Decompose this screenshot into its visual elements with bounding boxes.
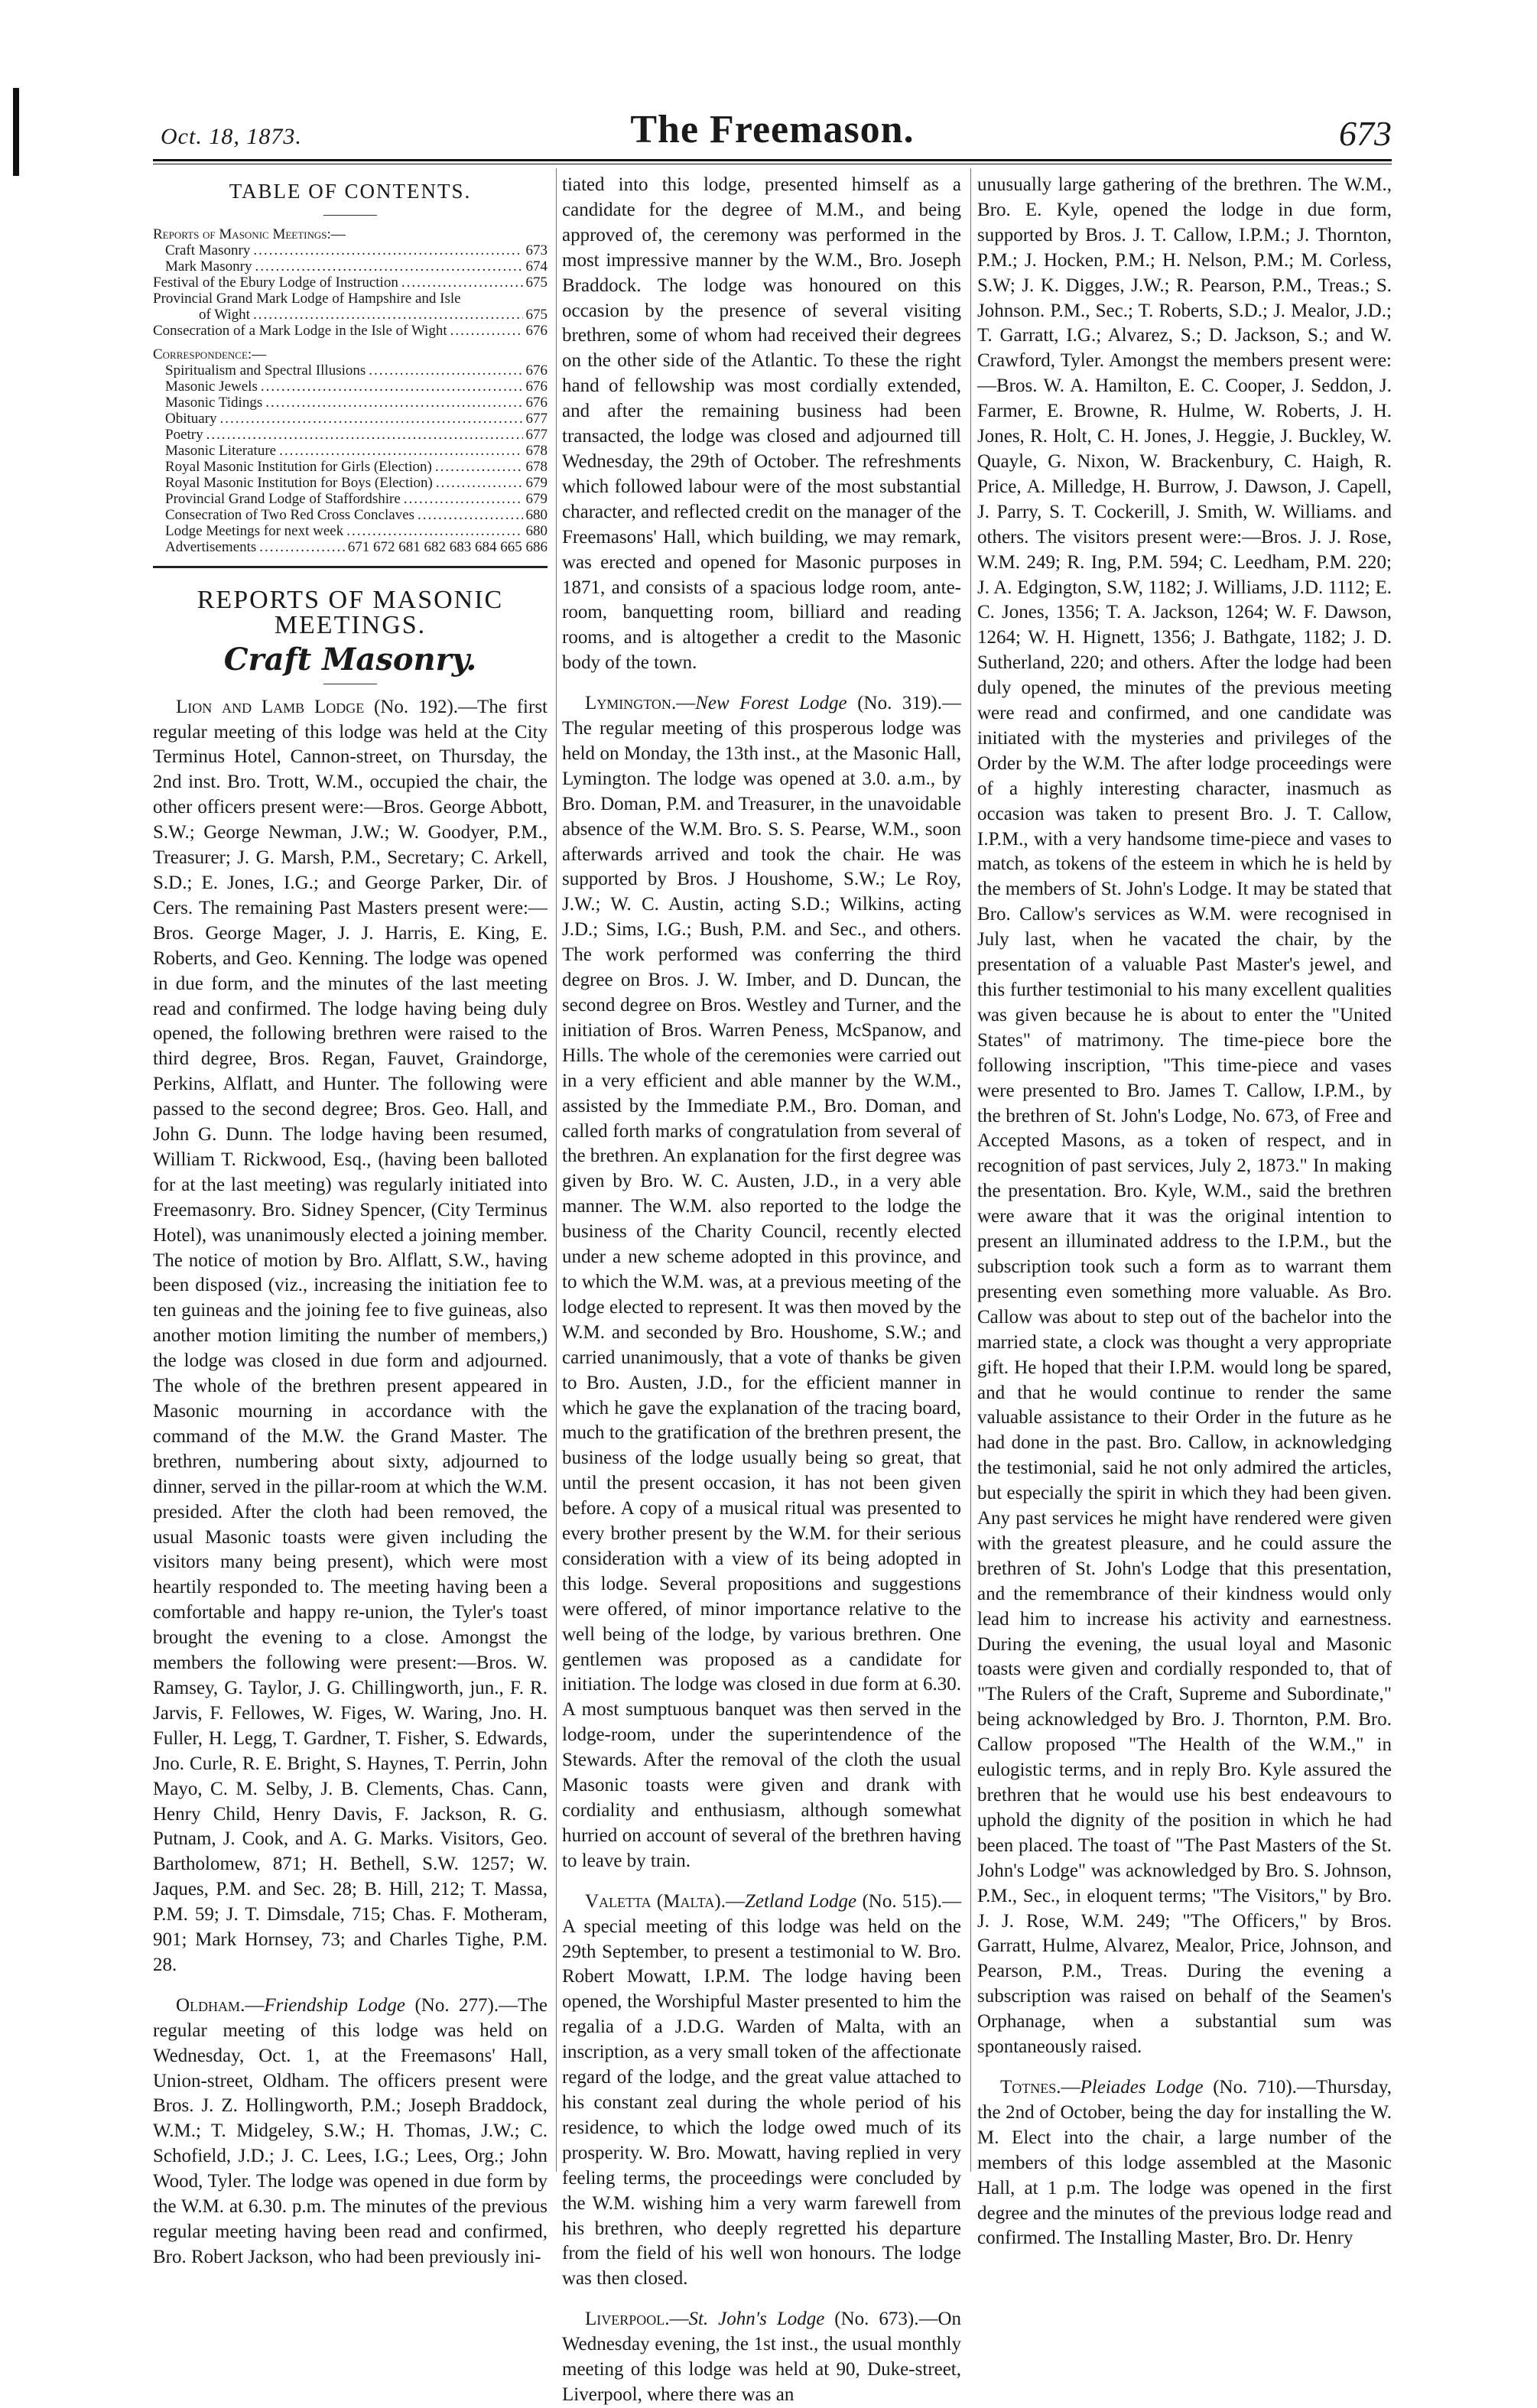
lodge-location: Oldham [176, 1994, 241, 2016]
toc-entry-label: Advertisements [165, 538, 257, 555]
header-rule [153, 159, 1392, 161]
toc-leader [436, 475, 523, 491]
article-paragraph: Valetta (Malta).—Zetland Lodge (No. 515).—A special meeting of this lodge was held on the 29th September, to present a testimonial to W. Bro. Robert Mowatt, I.P.M. The lodge having been opened, the Worshipful Master presented to him the regalia of a J.D.G. Warden of Malta, with an inscription, as a very small token of the affectionate regard of the lodge, and the great value attached to his constant zeal during the whole period of his residence, to which the lodge owed much of its prosperity. W. Bro. Mowatt, having replied in very feeling terms, the proceedings were concluded by the W.M. wishing him a very warm farewell from his brethren, who deeply regretted his departure from the field of his well won honours. The lodge was then closed. [562, 1890, 961, 2289]
article-text: (No. 319).—The regular meeting of this prosperous lodge was held on Monday, the 13th inst., at the Masonic Hall, Lymington. The lodge was opened at 3.0. a.m., by Bro. Doman, P.M. and Treasurer, in the unavoidable absence of the W.M. Bro. S. S. Pearse, W.M., soon afterwards arrived and took the chair. He was supported by Bros. J Houshome, S.W.; Le Roy, J.W.; W. C. Austin, acting S.D.; Wilkins, acting J.D.; Sims, I.G.; Bush, P.M. and Sec., and others. The work performed was conferring the third degree on Bros. J. W. Imber, and D. Duncan, the second degree on Bros. Westley and Turner, and the initiation of Bros. Warren Peness, McSpanow, and Hills. The whole of the ceremonies were carried out in a very efficient and able manner by the W.M., assisted by the Immediate P.M., Bro. Doman, and called forth marks of congratulation from several of the brethren. An explanation for the first degree was given by Bro. W. C. Austen, J.D., in a very able manner. The W.M. also reported to the lodge the business of the Charity Council, recently elected under a new scheme adopted in this province, and to which the W.M. was, at a previous meeting of the lodge elected to represent. It was then moved by the W.M. and seconded by Bro. Houshome, S.W.; and carried unanimously, that a vote of thanks be given to Bro. Austen, J.D., for the efficient manner in which he gave the explanation of the tracing board, much to the gratification of the brethren present, the business of the lodge usually being so great, that until the present occasion, it has not been given before. A copy of a musical ritual was presented to every brother present by the W.M. for their serious consideration with a view of its being adopted in this lodge. Several propositions and suggestions were offered, of minor importance relative to the well being of the lodge, by various brethren. One gentlemen was proposed as a candidate for initiation. The lodge was closed in due form at 6.30. A most sumptuous banquet was then served in the lodge-room, under the superintendence of the Stewards. After the removal of the cloth the usual Masonic toasts were given and drank with cordiality and enthusiasm, although somewhat hurried on account of several of the brethren having to leave by train. [562, 693, 961, 1871]
column-3 [977, 173, 1392, 2251]
toc-entry [153, 275, 548, 291]
margin-bar [13, 88, 19, 176]
toc-entry-label: Obituary [165, 410, 217, 427]
article-text: (No. 673).—On Wednesday evening, the 1st inst., the usual monthly meeting of this lodge was held at 90, Duke-street, Liverpool, where there was an [562, 2309, 962, 2405]
article-text: (No. 192).—The first regular meeting of this lodge was held at the City Terminus Hotel, Cannon-street, on Thursday, the 2nd inst. Bro. Trott, W.M., occupied the chair, the other officers present were:—Bros. George Abbott, S.W.; George Newman, J.W.; W. Goodyer, P.M., Treasurer; J. G. Marsh, P.M., Secretary; C. Arkell, S.D.; E. Jones, I.G.; and George Parker, Dir. of Cers. The remaining Past Masters present were:— Bros. George Mager, J. J. Harris, E. King, E. Roberts, and Geo. Kenning. The lodge was opened in due form, and the minutes of the last meeting read and confirmed. The lodge having being duly opened, the following brethren were raised to the third degree, Bros. Regan, Fauvet, Graindorge, Perkins, Alflatt, and Hunter. The following were passed to the second degree; Bros. Geo. Hall, and John G. Dunn. The lodge having been resumed, William T. Rickwood, Esq., (having been balloted for at the last meeting) was regularly initiated into Freemasonry. Bro. Sidney Spencer, (City Terminus Hotel), was unanimously elected a joining member. The notice of motion by Bro. Alflatt, S.W., having been disposed (viz., increasing the initiation fee to ten guineas and the joining fee to five guineas, also another motion limiting the number of members,) the lodge was closed in due form and adjourned. The whole of the brethren present appeared in Masonic mourning in accordance with the command of the M.W. the Grand Master. The brethren, numbering about sixty, adjourned to dinner, served in the pillar-room at which the W.M. presided. After the cloth had been removed, the usual Masonic toasts were given including the visitors many being present), which were most heartily responded to. The meeting having been a comfortable and happy re-union, the Tyler's toast brought the evening to a close. Amongst the members the following were present:—Bros. W. Ramsey, G. Taylor, J. G. Chillingworth, jun., F. R. Jarvis, F. Fellowes, W. Figes, W. Waring, Jno. H. Fuller, H. Legg, T. Gardner, T. Fisher, S. Edwards, Jno. Curle, R. E. Bright, S. Haynes, T. Perrin, John Mayo, C. M. Selby, J. B. Clements, Chas. Cann, Henry Child, Henry Davis, F. Jackson, R. G. Putnam, J. Cook, and A. G. Marks. Visitors, Geo. Bartholomew, 871; H. Bethell, S.W. 1257; W. Jaques, P.M. and Sec. 28; B. Hill, 212; T. Massa, P.M. 59; J. T. Dimsdale, 715; Chas. F. Motheram, 901; Mark Hornsey, 73; and Charles Tighe, P.M. 28. [153, 696, 548, 1975]
article-paragraph [153, 695, 548, 1978]
article-paragraph [562, 173, 961, 676]
lodge-name: New Forest Lodge [695, 693, 847, 714]
toc-heading: Reports of Masonic Meetings:— [153, 226, 346, 242]
toc-entry-page: 677 [525, 426, 548, 443]
toc-entry-label: Provincial Grand Lodge of Staffordshire [165, 490, 401, 507]
lodge-name: Friendship Lodge [264, 1994, 405, 2016]
toc-leader [346, 523, 522, 539]
lodge-location: Totnes [1000, 2076, 1057, 2098]
column-2 [562, 173, 961, 2408]
toc-entry-page: 675 [525, 274, 548, 291]
toc-leader [255, 258, 522, 275]
divider [323, 215, 377, 216]
toc-leader [220, 411, 523, 427]
toc-leader [404, 491, 523, 507]
article-text: unusually large gathering of the brethren. The W.M., Bro. E. Kyle, opened the lodge in due form, supported by Bros. J. T. Callow, I.P.M.; J. Thornton, P.M.; J. Hocken, P.M.; H. Nelson, P.M.; M. Corless, S.W; J. K. Digges, J.W.; R. Pearson, P.M., Treas.; S. Johnson. P.M., Sec.; T. Roberts, S.D.; J. Mealor, J.D.; T. Garratt, I.G.; Alvarez, S.; D. Jackson, S.; and W. Crawford, Tyler. Amongst the members present were:—Bros. W. A. Hamilton, E. C. Cooper, J. Seddon, J. Farmer, E. Browne, R. Hulme, W. Roberts, J. H. Jones, R. Holt, C. H. Jones, J. Heggie, J. Buckley, W. Quayle, G. Nixon, W. Brackenbury, C. Haigh, R. Price, A. Milledge, H. Burrow, J. Dawson, J. Capell, J. Parry, S. T. Cockerill, J. Smith, W. Williams. and others. The visitors present were:—Bros. J. J. Rose, W.M. 249; R. Ing, P.M. 594; C. Leedham, P.M. 220; J. A. Edgington, S.W, 1182; J. Williams, J.D. 1112; E. C. Jones, 1356; T. A. Jackson, 1264; W. F. Dawson, 1264; W. H. Hignett, 1356; J. Bathgate, 1182; J. D. Sutherland, 220; and others. After the lodge had been duly opened, the minutes of the previous meeting were read and confirmed, and one candidate was initiated with the mysteries and privileges of the Order by the W.M. The after lodge proceedings were of a highly interesting character, inasmuch as occasion was taken to present Bro. J. T. Callow, I.P.M., with a very handsome time-piece and vases to match, as tokens of the esteem in which he is held by the members of St. John's Lodge. It may be stated that Bro. Callow's services as W.M. were recognised in July last, when he vacated the chair, by the presentation of a valuable Past Master's jewel, and this further testimonial to his many excellent qualities was given because he is about to enter the "United States" of matrimony. The time-piece bore the following inscription, "This time-piece and vases were presented to Bro. James T. Callow, I.P.M., by the brethren of St. John's Lodge, No. 673, of Free and Accepted Masons, as a token of respect, and in recognition of past services, July 2, 1873." In making the presentation. Bro. Kyle, W.M., said the brethren were aware that it was the original intention to present an illuminated address to the I.P.M., but the subscription took such a form as to warrant them presenting even something more valuable. As Bro. Callow was about to step out of the bachelor into the married state, a clock was thought a very appropriate gift. He hoped that their I.P.M. would long be spared, and that he would continue to render the same valuable assistance to their Order in the future as he had done in the past. Bro. Callow, in acknowledging the testimonial, said he not only admired the articles, but especially the spirit in which they had been given. Any past services he might have rendered were given with the greatest pleasure, and he could assure the brethren of St. John's Lodge that this presentation, and the remembrance of their kindness would only lead him to increase his activity and earnestness. During the evening, the usual loyal and Masonic toasts were given and cordially responded to, that of "The Rulers of the Craft, Supreme and Subordinate," being acknowledged by Bro. J. Thornton, P.M. Bro. Callow proposed "The Health of the W.M.," in eulogistic terms, and in reply Bro. Kyle assured the brethren that he would use his best endeavours to uphold the dignity of the position in which he had been placed. The toast of "The Past Masters of the St. John's Lodge" was acknowledged by Bro. S. Johnson, P.M., Sec., in eloquent terms; "The Visitors," by Bro. J. J. Rose, W.M. 249; "The Officers," by Bros. Garratt, Hulme, Alvarez, Mealor, Price, Johnson, and Pearson, P.M., Treas. During the evening a subscription was raised on behalf of the Seamen's Orphanage, when a substantial sum was spontaneously raised. [977, 174, 1392, 2058]
toc-title: TABLE OF CONTENTS. [229, 180, 472, 203]
toc-entry-page: 679 [525, 474, 548, 491]
toc-entry-label: Masonic Jewels [165, 378, 258, 395]
page-header [153, 107, 1392, 161]
toc-entry [153, 411, 548, 427]
article-text: (No. 710).—Thursday, the 2nd of October, being the day for installing the W. M. Elect into the chair, a large number of the members of this lodge assembled at the Masonic Hall, at 1 p.m. The lodge was opened in the first degree and the minutes of the previous lodge read and confirmed. The Installing Master, Bro. Dr. Henry [977, 2076, 1392, 2249]
toc-entry-label: Craft Masonry [165, 242, 251, 258]
toc-entry-label: Provincial Grand Mark Lodge of Hampshire and Isle [153, 290, 461, 307]
lodge-location: Lymington [585, 693, 671, 714]
masthead-title: The Freemason. [630, 108, 915, 151]
article-text: (No. 515).—A special meeting of this lodge was held on the 29th September, to present a testimonial to W. Bro. Robert Mowatt, I.P.M. The lodge having been opened, the Worshipful Master presented to him the regalia of a J.D.G. Warden of Malta, with an inscription, as a very small token of the affectionate regard of the lodge, and the great value attached to his constant zeal during the whole period of his residence, to which the lodge owed much of its prosperity. W. Bro. Mowatt, having replied in very feeling terms, the proceedings were concluded by the W.M. wishing him a very warm farewell from his brethren, who deeply regretted his departure from the field of his well won honours. The lodge was then closed. [562, 1890, 961, 2289]
toc-entry [153, 491, 548, 507]
toc-leader [253, 307, 523, 323]
lodge-name: Zetland Lodge [744, 1890, 857, 1912]
toc-leader [279, 443, 522, 459]
toc-entry-page: 680 [525, 506, 548, 523]
toc-entry-page: 676 [525, 322, 548, 339]
article-paragraph: Liverpool.—St. John's Lodge (No. 673).—On Wednesday evening, the 1st inst., the usual monthly meeting of this lodge was held at 90, Duke-street, Liverpool, where there was an [562, 2309, 962, 2405]
lodge-location: Valetta (Malta) [585, 1890, 721, 1912]
toc-entry-label: Lodge Meetings for next week [165, 522, 344, 539]
toc-entry [153, 307, 548, 323]
toc-entry-label: of Wight [199, 306, 250, 323]
toc-entry [153, 459, 548, 475]
toc-heading: Correspondence:— [153, 346, 267, 362]
craft-title: Craft Masonry. [223, 641, 477, 678]
toc-entry-page: 680 [525, 522, 548, 539]
toc-leader [369, 362, 522, 379]
toc-entry-label: Masonic Literature [165, 442, 277, 459]
issue-date: Oct. 18, 1873. [161, 124, 302, 149]
toc-leader [261, 379, 523, 395]
toc-entry-label: Poetry [165, 426, 203, 443]
toc-entry-page: 676 [525, 362, 548, 379]
lodge-location: Lion and Lamb Lodge [176, 696, 365, 717]
table-of-contents [153, 226, 548, 568]
article-paragraph [977, 173, 1392, 2060]
toc-leader [435, 459, 523, 475]
toc-leader [450, 323, 523, 339]
article-text: tiated into this lodge, presented himself as a candidate for the degree of M.M., and being approved of, the ceremony was performed in the most impressive manner by the W.M., Bro. Joseph Braddock. The lodge was honoured on this occasion by the presence of several visiting brethren, some of whom had received their degrees on the other side of the Atlantic. To these the right hand of fellowship was most cordially extended, and after the remaining business had been transacted, the lodge was closed and adjourned till Wednesday, the 29th of October. The refreshments which followed labour were of the most substantial character, and reflected credit on the manager of the Freemasons' Hall, which building, we may remark, was erected and opened for Masonic purposes in 1871, and consists of a spacious lodge room, ante-room, banquetting room, billiard and reading rooms, and is altogether a credit to the Masonic body of the town. [562, 174, 961, 674]
toc-entry [153, 523, 548, 539]
toc-leader [265, 395, 522, 411]
toc-entry-page: 677 [525, 410, 548, 427]
toc-entry [153, 379, 548, 395]
toc-entry [153, 395, 548, 411]
toc-entry-label: Royal Masonic Institution for Boys (Election) [165, 474, 433, 491]
toc-entry-label: Royal Masonic Institution for Girls (Election) [165, 458, 432, 475]
toc-leader [418, 507, 522, 523]
toc-entry-page: 676 [525, 394, 548, 411]
toc-entry [153, 427, 548, 443]
toc-entry-page: 678 [525, 458, 548, 475]
toc-entry [153, 475, 548, 491]
toc-entry [153, 258, 548, 275]
column-1 [153, 173, 548, 2270]
lodge-location: Liverpool [585, 2309, 665, 2330]
toc-entry [153, 443, 548, 459]
toc-entry [153, 539, 548, 555]
article-paragraph: Totnes.—Pleiades Lodge (No. 710).—Thursday, the 2nd of October, being the day for installing the W. M. Elect into the chair, a large number of the members of this lodge assembled at the Masonic Hall, at 1 p.m. The lodge was opened in the first degree and the minutes of the previous lodge read and confirmed. The Installing Master, Bro. Dr. Henry [977, 2076, 1392, 2249]
toc-entry-page: 679 [525, 490, 548, 507]
toc-entry-label: Mark Masonry [165, 258, 252, 275]
toc-leader [259, 539, 344, 555]
toc-entry-label: Masonic Tidings [165, 394, 263, 411]
toc-entry [153, 507, 548, 523]
toc-entry-label: Consecration of Two Red Cross Conclaves [165, 506, 415, 523]
toc-entry [153, 242, 548, 258]
toc-entry-page: 678 [525, 442, 548, 459]
article-paragraph: Lymington.—New Forest Lodge (No. 319).—The regular meeting of this prosperous lodge was held on Monday, the 13th inst., at the Masonic Hall, Lymington. The lodge was opened at 3.0. a.m., by Bro. Doman, P.M. and Treasurer, in the unavoidable absence of the W.M. Bro. S. S. Pearse, W.M., soon afterwards arrived and took the chair. He was supported by Bros. J Houshome, S.W.; Le Roy, J.W.; W. C. Austin, acting S.D.; Wilkins, acting J.D.; Sims, I.G.; Bush, P.M. and Sec., and others. The work performed was conferring the third degree on Bros. J. W. Imber, and D. Duncan, the second degree on Bros. Westley and Turner, and the initiation of Bros. Warren Peness, McSpanow, and Hills. The whole of the ceremonies were carried out in a very efficient and able manner by the W.M., assisted by the Immediate P.M., Bro. Doman, and called forth marks of congratulation from several of the brethren. An explanation for the first degree was given by Bro. W. C. Austen, J.D., in a very able manner. The W.M. also reported to the lodge the business of the Charity Council, recently elected under a new scheme adopted in this province, and to which the W.M. was, at a previous meeting of the lodge elected to represent. It was then moved by the W.M. and seconded by Bro. Houshome, S.W.; and carried unanimously, that a vote of thanks be given to Bro. Austen, J.D., for the efficient manner in which he gave the explanation of the tracing board, much to the gratification of the brethren present, the business of the lodge usually being so great, that until the present occasion, it has not been given before. A copy of a musical ritual was presented to every brother present by the W.M. for their serious consideration with a view of its being adopted in this lodge. Several propositions and suggestions were offered, of minor importance relative to the well being of the lodge, by various brethren. One gentlemen was proposed as a candidate for initiation. The lodge was closed in due form at 6.30. A most sumptuous banquet was then served in the lodge-room, under the superintendence of the Stewards. After the removal of the cloth the usual Masonic toasts were given and drank with cordiality and enthusiasm, although somewhat hurried on account of several of the brethren having to leave by train. [562, 693, 961, 1871]
article-text: (No. 277).—The regular meeting of this lodge was held on Wednesday, Oct. 1, at the Freemasons' Hall, Union-street, Oldham. The officers present were Bros. J. Z. Hollingworth, P.M.; Joseph Braddock, W.M.; T. Midgeley, S.W.; H. Thomas, J.W.; C. Schofield, J.D.; J. C. Lees, I.G.; Lees, Org.; John Wood, Tyler. The lodge was opened in due form by the W.M. at 6.30. p.m. The minutes of the previous regular meeting having been read and confirmed, Bro. Robert Jackson, who had been previously ini- [153, 1994, 548, 2267]
toc-leader [206, 427, 523, 443]
toc-entry [153, 362, 548, 379]
lodge-name: St. John's Lodge [688, 2309, 825, 2330]
section-title: REPORTS OF MASONIC MEETINGS. [197, 585, 504, 639]
column-divider [556, 168, 557, 2172]
column-divider [970, 168, 971, 2172]
toc-entry-page: 673 [525, 242, 548, 258]
toc-entry-label: Spiritualism and Spectral Illusions [165, 362, 366, 379]
toc-entry [153, 323, 548, 339]
article-paragraph: Oldham.—Friendship Lodge (No. 277).—The regular meeting of this lodge was held on Wednesday, Oct. 1, at the Freemasons' Hall, Union-street, Oldham. The officers present were Bros. J. Z. Hollingworth, P.M.; Joseph Braddock, W.M.; T. Midgeley, S.W.; H. Thomas, J.W.; C. Schofield, J.D.; J. C. Lees, I.G.; Lees, Org.; John Wood, Tyler. The lodge was opened in due form by the W.M. at 6.30. p.m. The minutes of the previous regular meeting having been read and confirmed, Bro. Robert Jackson, who had been previously ini- [153, 1994, 548, 2267]
page-number: 673 [1339, 114, 1392, 153]
toc-entry-page: 674 [525, 258, 548, 275]
toc-entry-label: Consecration of a Mark Lodge in the Isle of Wight [153, 322, 447, 339]
toc-entry-label: Festival of the Ebury Lodge of Instruction [153, 274, 398, 291]
toc-leader [401, 275, 523, 291]
toc-entry-page: 676 [525, 378, 548, 395]
toc-leader [253, 242, 522, 258]
lodge-name: Pleiades Lodge [1080, 2076, 1204, 2098]
toc-end-rule [153, 566, 548, 568]
toc-entry-page: 671 672 681 682 683 684 665 686 [347, 538, 548, 555]
toc-entry [153, 291, 548, 307]
toc-entry-page: 675 [525, 306, 548, 323]
